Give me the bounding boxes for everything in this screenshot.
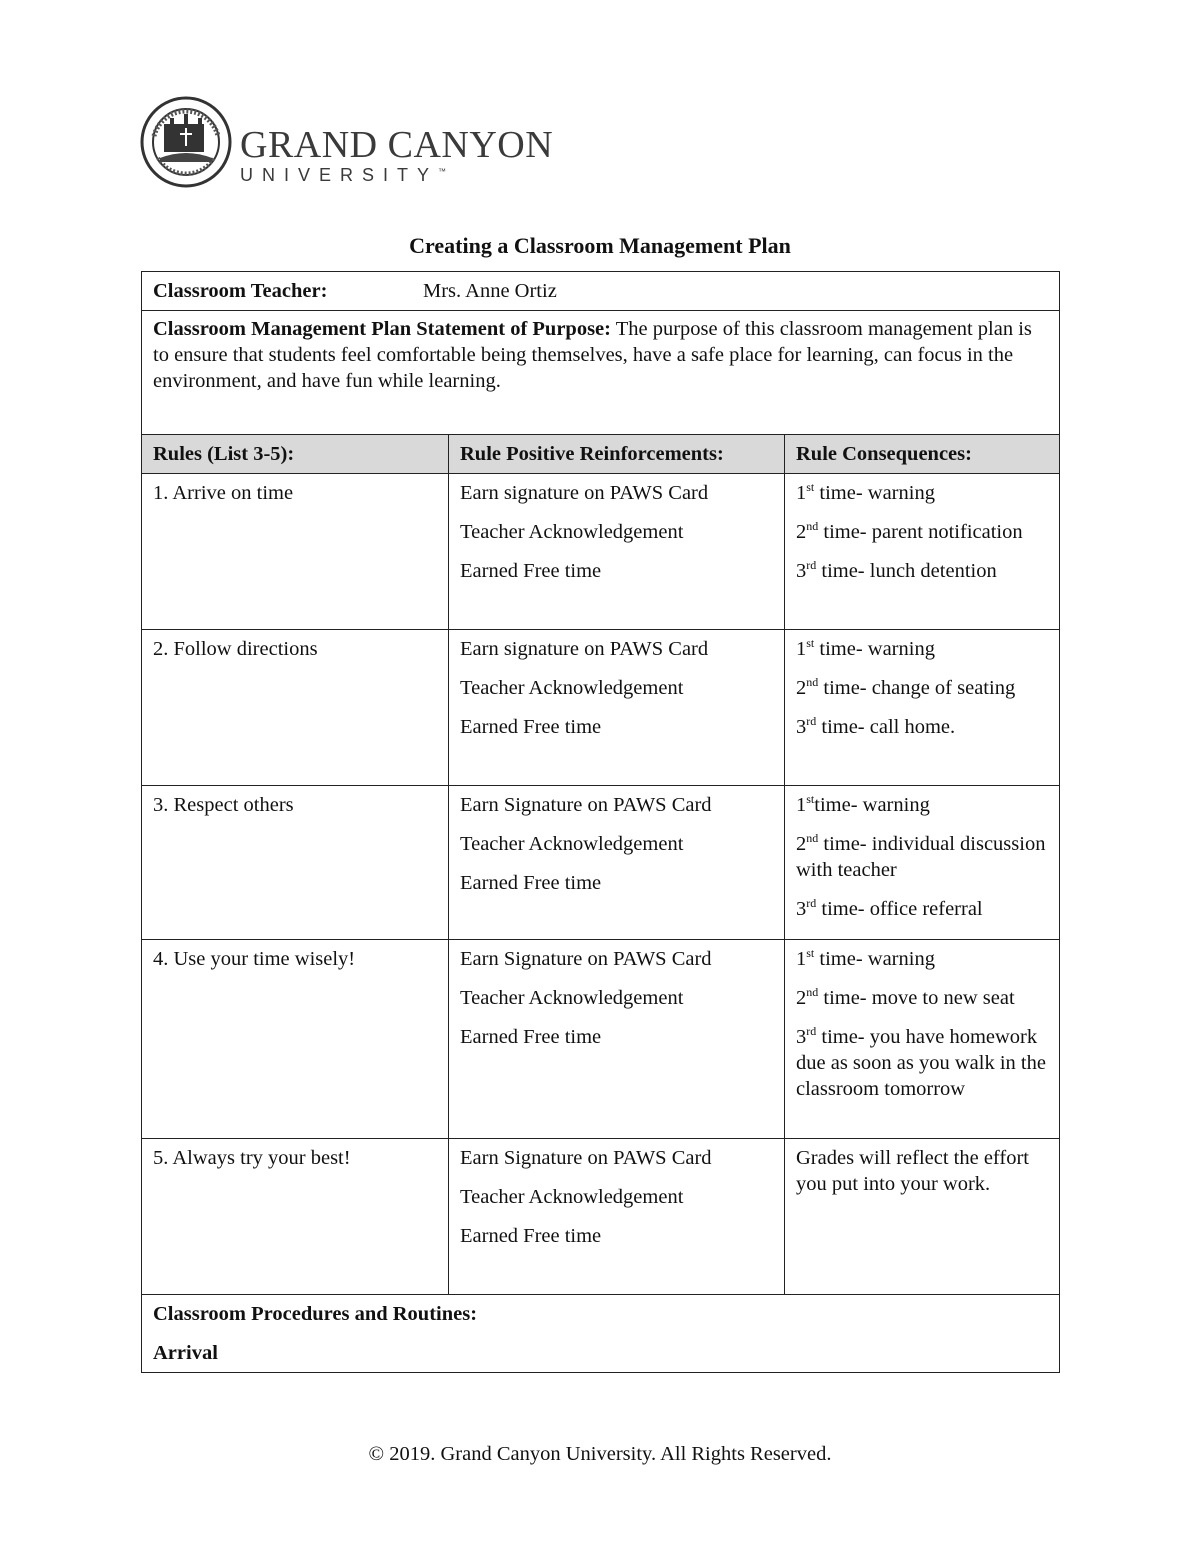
reinforcement-item: Earned Free time	[460, 560, 602, 582]
consequence-item: 2nd time- move to new seat	[796, 985, 1015, 1009]
consequence-item: Grades will reflect the effort you put into your work.	[796, 1147, 1029, 1195]
purpose-cell	[142, 311, 1060, 435]
reinforcement-item: Teacher Acknowledgement	[460, 677, 684, 699]
consequence-item: 1sttime- warning	[796, 792, 930, 816]
rule-cell: 3. Respect others	[142, 786, 449, 940]
teacher-label: Classroom Teacher:	[153, 280, 328, 302]
header-reinforcements: Rule Positive Reinforcements:	[449, 435, 785, 474]
reinforcement-item: Earned Free time	[460, 1026, 602, 1048]
reinforcement-item: Teacher Acknowledgement	[460, 987, 684, 1009]
reinforcement-item: Earned Free time	[460, 716, 602, 738]
table-row	[142, 630, 1060, 786]
table-header-row	[142, 435, 1060, 474]
consequence-cell	[785, 786, 1060, 940]
consequence-cell	[785, 474, 1060, 630]
reinforcement-item: Earned Free time	[460, 1225, 602, 1247]
rule-cell: 4. Use your time wisely!	[142, 940, 449, 1139]
consequence-item: 2nd time- change of seating	[796, 675, 1016, 699]
reinforcement-cell	[449, 1139, 785, 1295]
reinforcement-cell	[449, 630, 785, 786]
teacher-row	[142, 272, 1060, 311]
reinforcement-cell	[449, 474, 785, 630]
consequence-item: 1st time- warning	[796, 480, 935, 504]
consequence-item: 2nd time- individual discussion with teacher	[796, 831, 1046, 881]
consequence-item: 2nd time- parent notification	[796, 519, 1023, 543]
purpose-text: The purpose of this classroom management plan is to ensure that students feel comfortable being themselves, have a safe place for learning, can focus in the environment, and have fun while learning.	[153, 318, 1032, 392]
consequence-item: 3rd time- you have homework due as soon as you walk in the classroom tomorrow	[796, 1024, 1046, 1100]
reinforcement-item: Teacher Acknowledgement	[460, 1186, 684, 1208]
rule-cell: 1. Arrive on time	[142, 474, 449, 630]
table-row	[142, 786, 1060, 940]
reinforcement-item: Earn signature on PAWS Card	[460, 638, 709, 660]
teacher-cell	[142, 272, 1060, 311]
table-row	[142, 474, 1060, 630]
consequence-item: 1st time- warning	[796, 946, 935, 970]
teacher-name: Mrs. Anne Ortiz	[423, 280, 557, 302]
procedures-cell	[142, 1295, 1060, 1373]
consequence-item: 3rd time- office referral	[796, 896, 983, 920]
management-plan-table	[141, 271, 1060, 1373]
logo-wordmark: GRAND CANYON	[240, 124, 554, 166]
procedures-label: Classroom Procedures and Routines:	[153, 1303, 478, 1325]
consequence-cell	[785, 940, 1060, 1139]
reinforcement-cell	[449, 940, 785, 1139]
procedures-row	[142, 1295, 1060, 1373]
copyright-footer: © 2019. Grand Canyon University. All Rights Reserved.	[368, 1443, 832, 1465]
table-row	[142, 940, 1060, 1139]
consequence-cell	[785, 630, 1060, 786]
reinforcement-item: Earn Signature on PAWS Card	[460, 794, 712, 816]
rule-cell: 5. Always try your best!	[142, 1139, 449, 1295]
header-rules: Rules (List 3-5):	[142, 435, 449, 474]
reinforcement-item: Earn Signature on PAWS Card	[460, 1147, 712, 1169]
page-title: Creating a Classroom Management Plan	[409, 233, 791, 258]
purpose-row	[142, 311, 1060, 435]
consequence-item: 3rd time- call home.	[796, 714, 956, 738]
reinforcement-item: Teacher Acknowledgement	[460, 521, 684, 543]
reinforcement-item: Teacher Acknowledgement	[460, 833, 684, 855]
consequence-item: 3rd time- lunch detention	[796, 558, 997, 582]
logo-subtitle-text: UNIVERSITY	[240, 165, 439, 185]
consequence-item: 1st time- warning	[796, 636, 935, 660]
trademark-symbol: ™	[438, 167, 447, 176]
rule-cell: 2. Follow directions	[142, 630, 449, 786]
reinforcement-item: Earn signature on PAWS Card	[460, 482, 709, 504]
logo-subtitle	[240, 166, 446, 184]
header-consequences: Rule Consequences:	[785, 435, 1060, 474]
university-logo	[140, 96, 560, 191]
reinforcement-item: Earn Signature on PAWS Card	[460, 948, 712, 970]
reinforcement-cell	[449, 786, 785, 940]
table-row	[142, 1139, 1060, 1295]
procedure-arrival-heading: Arrival	[153, 1342, 218, 1364]
consequence-cell	[785, 1139, 1060, 1295]
purpose-label: Classroom Management Plan Statement of Purpose:	[153, 318, 611, 340]
reinforcement-item: Earned Free time	[460, 872, 602, 894]
university-seal-icon	[140, 96, 232, 188]
